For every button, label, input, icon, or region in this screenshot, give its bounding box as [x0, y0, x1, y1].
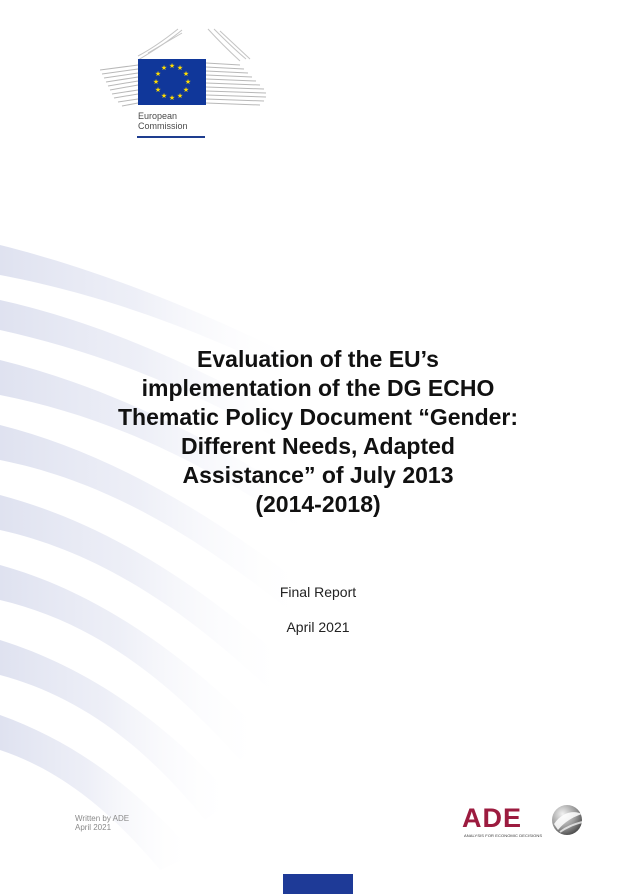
svg-text:★: ★	[154, 86, 162, 94]
ade-logo-letters: ADE	[462, 803, 523, 833]
report-date: April 2021	[286, 619, 350, 635]
svg-text:★: ★	[182, 86, 190, 94]
ec-logo-text	[138, 111, 188, 131]
svg-text:★: ★	[168, 94, 176, 102]
european-commission-logo	[100, 25, 270, 143]
written-by: Written by ADE	[75, 814, 130, 823]
svg-text:★: ★	[152, 78, 160, 86]
svg-text:★: ★	[168, 62, 176, 70]
ade-logo	[458, 800, 588, 844]
title-line-1: Evaluation of the EU’s	[197, 346, 439, 372]
title-line-4: Different Needs, Adapted	[181, 433, 455, 459]
written-date: April 2021	[75, 823, 112, 832]
title-line-2: implementation of the DG ECHO	[141, 375, 495, 401]
svg-text:★: ★	[184, 78, 192, 86]
svg-text:★: ★	[160, 92, 168, 100]
svg-text:★: ★	[160, 64, 168, 72]
ade-logo-tagline: ANALYSIS FOR ECONOMIC DECISIONS	[464, 833, 543, 838]
authorship-note	[75, 814, 129, 832]
svg-text:★: ★	[176, 64, 184, 72]
title-line-6: (2014-2018)	[255, 491, 381, 517]
ec-logo-line1: European	[138, 111, 178, 121]
ade-sphere-icon	[550, 802, 584, 838]
svg-text:★: ★	[182, 70, 190, 78]
document-title	[60, 345, 576, 519]
report-type: Final Report	[279, 584, 357, 600]
title-line-3: Thematic Policy Document “Gender:	[117, 404, 519, 430]
ec-logo-underline	[137, 136, 205, 138]
svg-text:★: ★	[176, 92, 184, 100]
title-line-5: Assistance” of July 2013	[182, 462, 454, 488]
ec-logo-line2: Commission	[138, 121, 188, 131]
svg-text:★: ★	[154, 70, 162, 78]
bottom-color-bar	[283, 874, 353, 894]
